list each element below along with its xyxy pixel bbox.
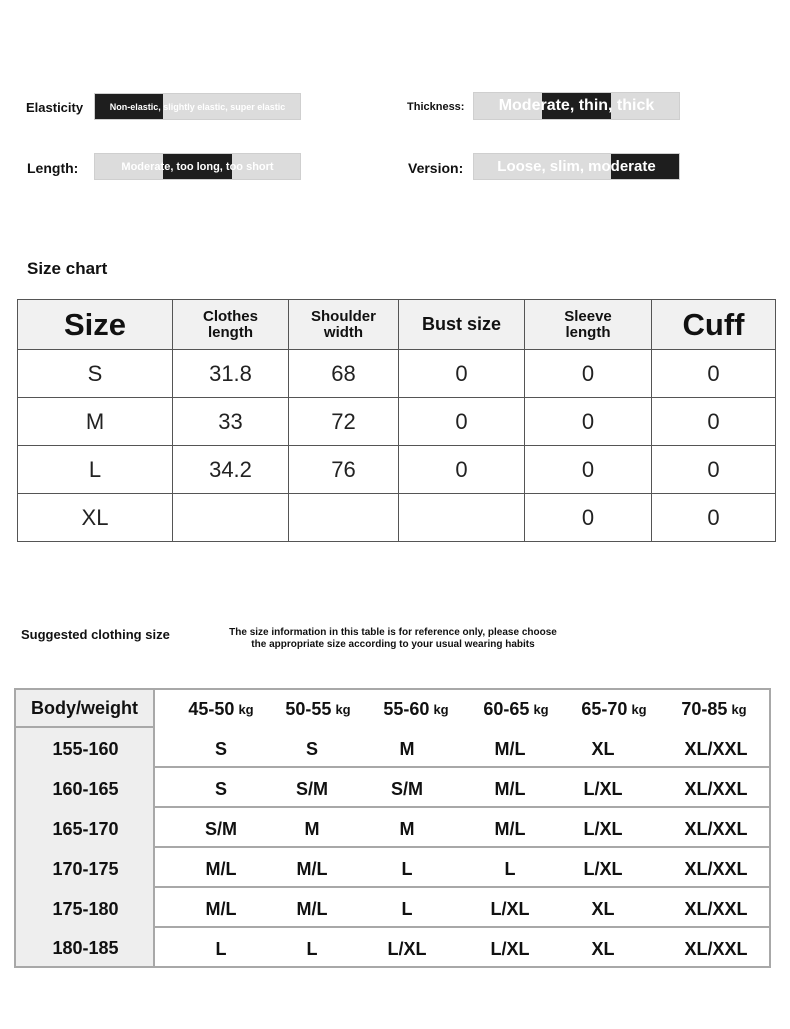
size-cell: L	[18, 446, 173, 494]
height-label: 160-165	[52, 778, 119, 799]
size-cell: L/XL	[583, 778, 623, 799]
cuff-cell: 0	[652, 350, 776, 398]
clothes-length-cell: 31.8	[173, 350, 289, 398]
size-cell: L/XL	[490, 938, 530, 959]
size-cell: M	[304, 818, 320, 839]
shoulder-width-cell	[289, 494, 399, 542]
size-cell: XL/XXL	[684, 738, 748, 759]
clothes-length-cell: 34.2	[173, 446, 289, 494]
size-cell: XL/XXL	[684, 778, 748, 799]
unit-label: kg	[533, 701, 549, 717]
header-bust-size: Bust size	[399, 300, 525, 350]
size-cell: S	[214, 778, 227, 799]
body-weight-corner-label: Body/weight	[16, 690, 155, 728]
height-label: 165-170	[52, 818, 119, 839]
size-cell: M/L	[494, 778, 526, 799]
unit-label: kg	[238, 701, 254, 717]
suggestion-note-line1: The size information in this table is for reference only, please choose	[229, 627, 557, 638]
size-cell: S/M	[390, 778, 423, 799]
size-cell: L	[401, 858, 413, 879]
version-bar	[473, 153, 680, 180]
size-cell: M	[399, 818, 415, 839]
height-label: 175-180	[52, 898, 119, 919]
size-cell: M/L	[205, 858, 237, 879]
bust-size-cell: 0	[399, 350, 525, 398]
weight-header-45-50: 45-50 kg	[188, 698, 254, 719]
size-cell: XL	[591, 738, 615, 759]
clothes-length-cell: 33	[173, 398, 289, 446]
size-cell: M/L	[296, 898, 328, 919]
unit-label: kg	[335, 701, 351, 717]
elasticity-options: Non-elastic, slightly elastic, super elastic	[109, 101, 286, 112]
weight-header-65-70: 65-70 kg	[581, 698, 647, 719]
weight-header-50-55: 50-55 kg	[285, 698, 351, 719]
suggestion-note-line2: the appropriate size according to your usual wearing habits	[251, 639, 535, 650]
size-cell: M/L	[296, 858, 328, 879]
header-cuff: Cuff	[652, 300, 776, 350]
header-shoulder-width: Shoulder width	[289, 300, 399, 350]
cuff-cell: 0	[652, 446, 776, 494]
height-label: 180-185	[52, 937, 119, 958]
unit-label: kg	[731, 701, 747, 717]
length-options: Moderate, too long, too short	[121, 160, 274, 173]
size-cell: S	[305, 738, 318, 759]
size-cell: L	[306, 938, 318, 959]
size-cell: L/XL	[583, 818, 623, 839]
size-cell: S	[214, 738, 227, 759]
size-cell: L/XL	[490, 898, 530, 919]
clothes-length-cell	[173, 494, 289, 542]
size-chart-header-row	[18, 300, 776, 350]
size-cell: XL	[591, 898, 615, 919]
thickness-label: Thickness:	[407, 101, 465, 113]
header-size: Size	[18, 300, 173, 350]
cuff-cell: 0	[652, 494, 776, 542]
size-cell: XL/XXL	[684, 898, 748, 919]
size-cell: L/XL	[387, 938, 427, 959]
weight-header-60-65: 60-65 kg	[483, 698, 549, 719]
thickness-bar	[473, 92, 680, 120]
weight-header-70-85: 70-85 kg	[681, 698, 747, 719]
thickness-options: Moderate, thin, thick	[498, 97, 655, 114]
size-cell: S/M	[295, 778, 328, 799]
unit-label: kg	[433, 701, 449, 717]
cuff-cell: 0	[652, 398, 776, 446]
size-chart-title: Size chart	[27, 259, 108, 278]
version-label: Version:	[408, 160, 464, 176]
size-cell: L	[215, 938, 227, 959]
height-label: 155-160	[52, 738, 119, 759]
size-cell: M	[18, 398, 173, 446]
sleeve-length-cell: 0	[525, 350, 652, 398]
table-row	[18, 494, 776, 542]
size-cell: S/M	[204, 818, 237, 839]
size-chart-table	[17, 299, 776, 542]
bust-size-cell: 0	[399, 398, 525, 446]
size-cell: L/XL	[583, 858, 623, 879]
size-cell: XL	[18, 494, 173, 542]
shoulder-width-cell: 68	[289, 350, 399, 398]
table-row	[18, 446, 776, 494]
table-row	[18, 398, 776, 446]
table-row	[18, 350, 776, 398]
sleeve-length-cell: 0	[525, 446, 652, 494]
size-cell: S	[18, 350, 173, 398]
bust-size-cell: 0	[399, 446, 525, 494]
size-cell: M/L	[494, 818, 526, 839]
length-label: Length:	[27, 160, 79, 176]
size-cell: XL	[591, 938, 615, 959]
elasticity-label: Elasticity	[26, 100, 84, 115]
unit-label: kg	[631, 701, 647, 717]
header-clothes-length: Clothes length	[173, 300, 289, 350]
version-options: Loose, slim, moderate	[497, 158, 656, 175]
body-weight-table	[14, 688, 771, 968]
size-cell: XL/XXL	[684, 858, 748, 879]
height-label: 170-175	[52, 858, 119, 879]
elasticity-bar	[94, 93, 301, 120]
length-bar	[94, 153, 301, 180]
size-cell: XL/XXL	[684, 818, 748, 839]
shoulder-width-cell: 76	[289, 446, 399, 494]
size-cell: L	[504, 858, 516, 879]
suggestion-note	[206, 627, 580, 651]
size-cell: XL/XXL	[684, 938, 748, 959]
size-cell: M/L	[205, 898, 237, 919]
header-sleeve-length: Sleeve length	[525, 300, 652, 350]
size-cell: L	[401, 898, 413, 919]
size-cell: M	[399, 738, 415, 759]
shoulder-width-cell: 72	[289, 398, 399, 446]
weight-header-55-60: 55-60 kg	[383, 698, 449, 719]
sleeve-length-cell: 0	[525, 494, 652, 542]
sleeve-length-cell: 0	[525, 398, 652, 446]
bust-size-cell	[399, 494, 525, 542]
size-cell: M/L	[494, 738, 526, 759]
suggestion-title: Suggested clothing size	[21, 627, 170, 642]
